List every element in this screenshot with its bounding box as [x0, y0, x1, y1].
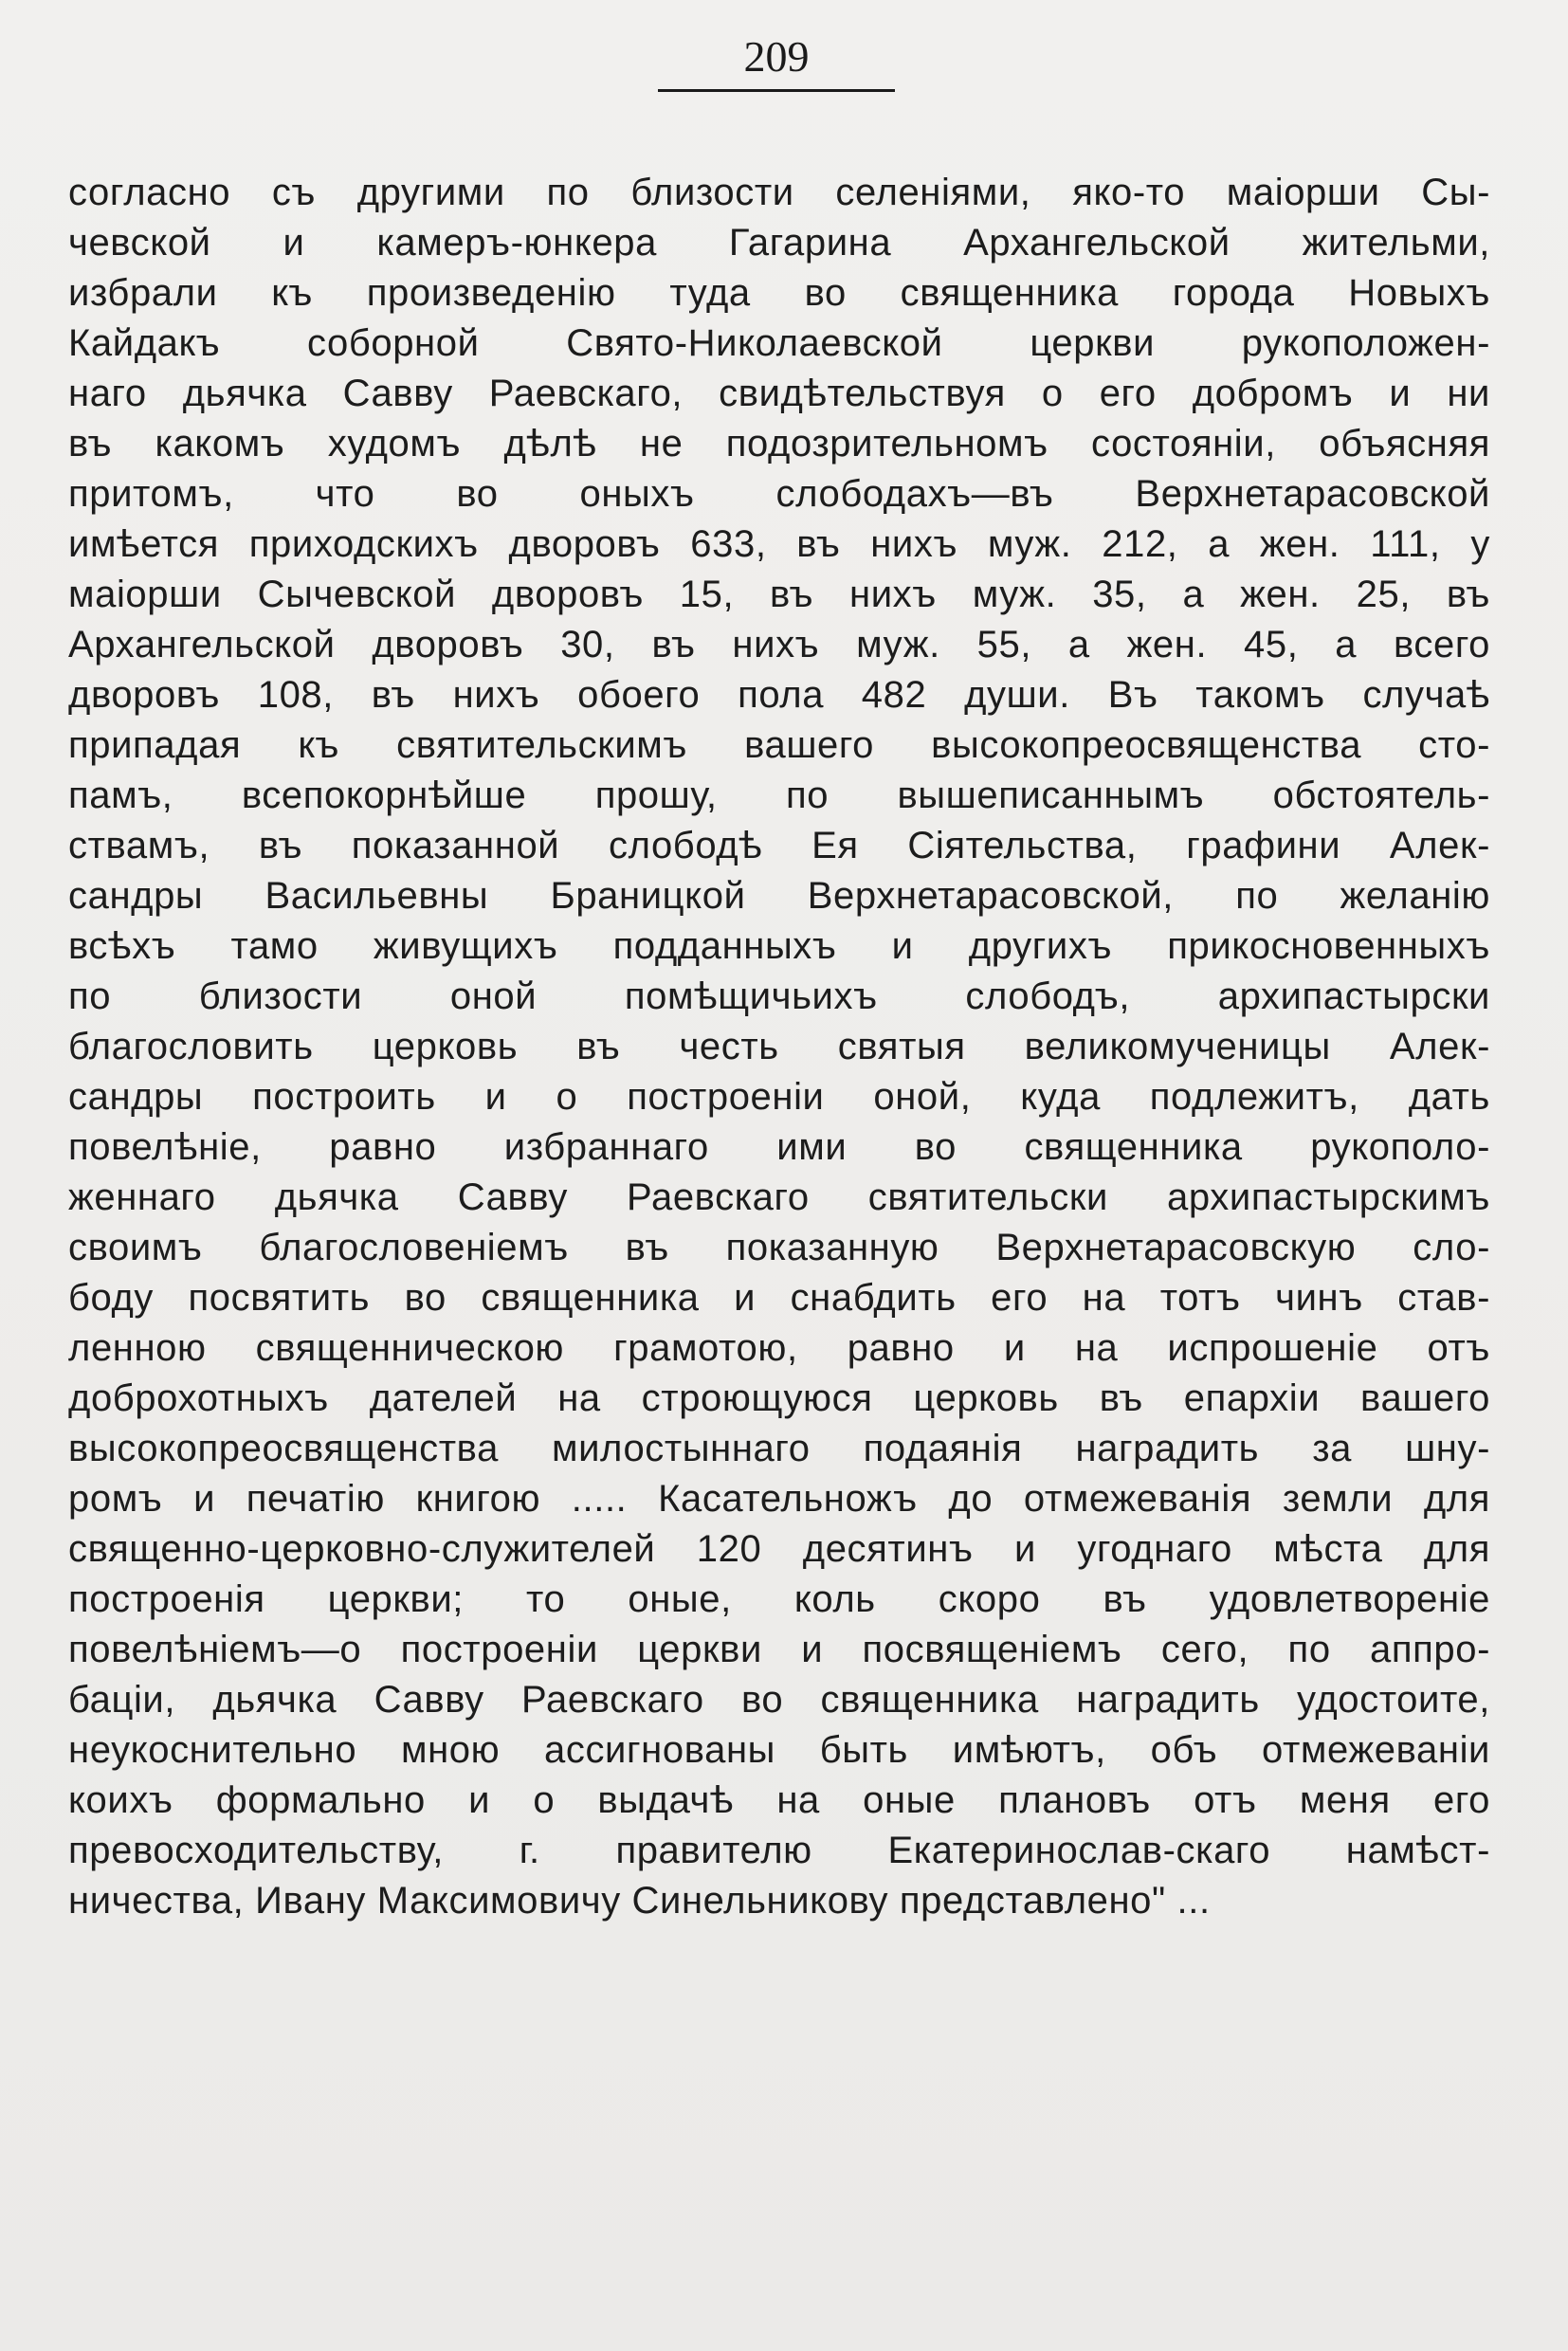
text-line: припадая къ святительскимъ вашего высокопреосвященства сто-	[68, 724, 1490, 766]
text-line: согласно съ другими по близости селеніями, яко-то маіорши Сы-	[68, 172, 1490, 213]
page-number: 209	[743, 32, 810, 81]
text-line: ромъ и печатію книгою ..... Касательножъ до отмежеванія земли для	[68, 1478, 1490, 1520]
text-line: священно-церковно-служителей 120 десятинъ и угоднаго мѣста для	[68, 1528, 1490, 1570]
text-line: баціи, дьячка Савву Раевскаго во священника наградить удостоите,	[68, 1679, 1490, 1721]
text-line: благословить церковь въ честь святыя великомученицы Алек-	[68, 1026, 1490, 1067]
text-line: высокопреосвященства милостыннаго подаянія наградить за шну-	[68, 1428, 1490, 1469]
body-text	[68, 168, 1490, 1926]
text-line: ничества, Ивану Максимовичу Синельникову представлено" ...	[68, 1880, 1211, 1922]
text-line: своимъ благословеніемъ въ показанную Верхнетарасовскую сло-	[68, 1227, 1490, 1268]
text-line: превосходительству, г. правителю Екатеринослав-скаго намѣст-	[68, 1830, 1490, 1871]
text-line: ствамъ, въ показанной слободѣ Ея Сіятельства, графини Алек-	[68, 825, 1490, 866]
text-line: женнаго дьячка Савву Раевскаго святительски архипастырскимъ	[68, 1176, 1490, 1218]
text-line: всѣхъ тамо живущихъ подданныхъ и другихъ прикосновенныхъ	[68, 925, 1490, 967]
text-line: повелѣніемъ—о построеніи церкви и посвященіемъ сего, по аппро-	[68, 1629, 1490, 1670]
text-line: наго дьячка Савву Раевскаго, свидѣтельствуя о его добромъ и ни	[68, 373, 1490, 414]
text-line: избрали къ произведенію туда во священника города Новыхъ	[68, 272, 1490, 314]
text-line: памъ, всепокорнѣйше прошу, по вышеписаннымъ обстоятель-	[68, 775, 1490, 816]
text-line: ленною священническою грамотою, равно и на испрошеніе отъ	[68, 1327, 1490, 1369]
text-line: боду посвятить во священника и снабдить его на тотъ чинъ став-	[68, 1277, 1490, 1319]
text-line: Архангельской дворовъ 30, въ нихъ муж. 55, а жен. 45, а всего	[68, 624, 1490, 665]
text-line: чевской и камеръ-юнкера Гагарина Архангельской жительми,	[68, 222, 1490, 264]
text-line: имѣется приходскихъ дворовъ 633, въ нихъ муж. 212, а жен. 111, у	[68, 523, 1490, 565]
text-line: сандры Васильевны Браницкой Верхнетарасовской, по желанію	[68, 875, 1490, 917]
page-number-rule	[658, 89, 895, 92]
text-line: по близости оной помѣщичьихъ слободъ, архипастырски	[68, 975, 1490, 1017]
text-line: маіорши Сычевской дворовъ 15, въ нихъ муж. 35, а жен. 25, въ	[68, 574, 1490, 615]
text-line: сандры построить и о построеніи оной, куда подлежитъ, дать	[68, 1076, 1490, 1118]
text-line: въ какомъ худомъ дѣлѣ не подозрительномъ состояніи, объясняя	[68, 423, 1490, 465]
text-line: притомъ, что во оныхъ слободахъ—въ Верхнетарасовской	[68, 473, 1490, 515]
text-line: коихъ формально и о выдачѣ на оные плановъ отъ меня его	[68, 1779, 1490, 1821]
text-line: неукоснительно мною ассигнованы быть имѣютъ, объ отмежеваніи	[68, 1729, 1490, 1771]
text-line: построенія церкви; то оные, коль скоро въ удовлетвореніе	[68, 1578, 1490, 1620]
text-line: Кайдакъ соборной Свято-Николаевской церкви рукоположен-	[68, 322, 1490, 364]
text-line: повелѣніе, равно избраннаго ими во священника рукополо-	[68, 1126, 1490, 1168]
text-line: дворовъ 108, въ нихъ обоего пола 482 души. Въ такомъ случаѣ	[68, 674, 1490, 716]
text-line: доброхотныхъ дателей на строющуюся церковь въ епархіи вашего	[68, 1377, 1490, 1419]
